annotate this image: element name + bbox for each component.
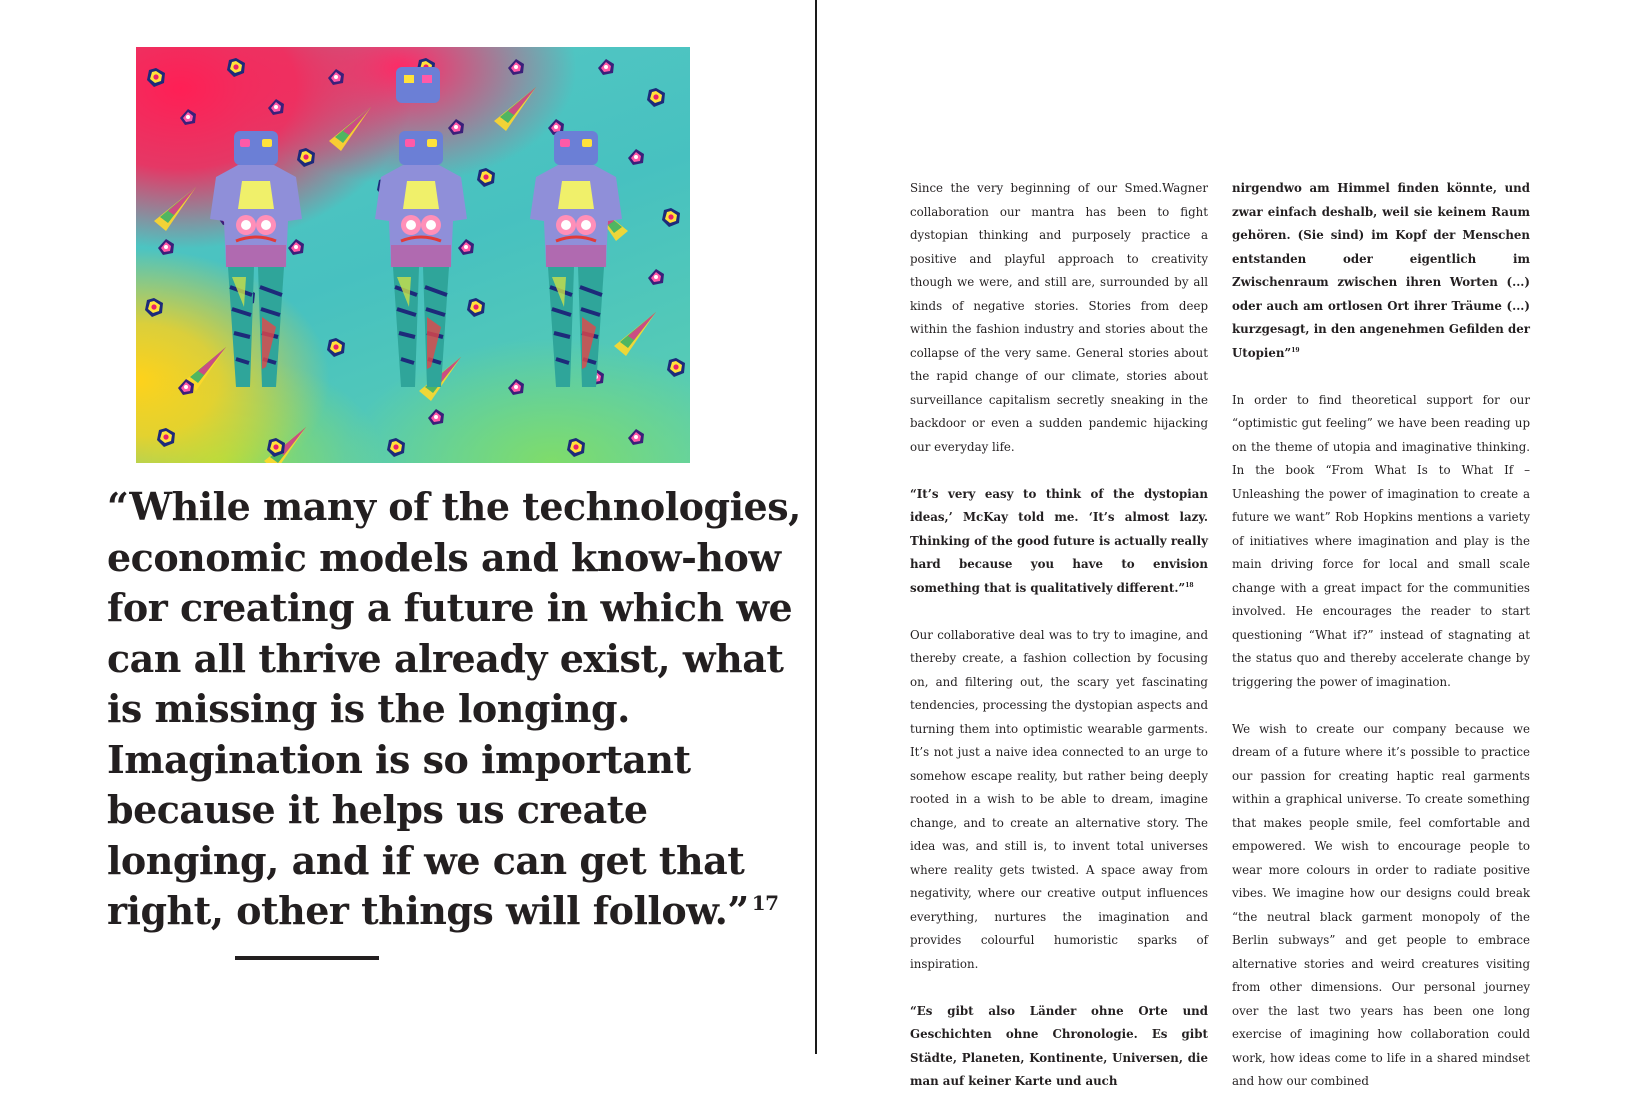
quote-mckay-text: “It’s very easy to think of the dystopian ideas,’ McKay told me. ‘It’s almost lazy. Thinking of the good future is actually really hard because you have to envision something that is qualitatively different.”	[910, 486, 1208, 595]
quote-german-end-text: nirgendwo am Himmel finden könnte, und zwar einfach deshalb, weil sie keinem Raum gehören. (Sie sind) im Kopf der Menschen entstanden oder eigentlich im Zwischenraum zwischen ihren Worten (...) oder auch am ortlosen Ort ihrer Träume (...) kurzgesagt, in den angenehmen Gefilden der Utopien”	[1232, 181, 1530, 360]
pull-quote-footnote: 17	[751, 891, 779, 915]
paragraph-company-wish: We wish to create our company because we dream of a future where it’s possible to practice our passion for creating haptic real garments within a graphical universe. To create something that makes people smile, feel comfortable and empowered. We wish to encourage people to wear more colours in order to radiate positive vibes. We imagine how our designs could break “the neutral black garment monopoly of the Berlin subways” and get people to embrace alternative stories and weird creatures visiting from other dimensions. Our personal journey over the last two years has been one long exercise of imagining how collaboration could work, how ideas come to life in a shared mindset and how our combined	[1232, 721, 1530, 1088]
fashion-collage-image	[136, 47, 690, 463]
pull-quote-text: “While many of the technologies, economic models and know-how for creating a future in which we can all thrive already exist, what is missing is the longing. Imagination is so important because it helps us create longing, and if we can get that right, other things will follow.”	[107, 484, 801, 933]
text-column-2	[1232, 177, 1530, 1117]
quote-german-start: “Es gibt also Länder ohne Orte und Geschichten ohne Chronologie. Es gibt Städte, Planeten, Kontinente, Universen, die man auf keiner Karte und auch	[910, 1003, 1208, 1088]
footnote-18: 18	[1185, 581, 1194, 589]
left-page	[0, 0, 815, 1054]
quote-divider-rule	[235, 956, 379, 960]
paragraph-theoretical-support: In order to find theoretical support for our “optimistic gut feeling” we have been reading up on the theme of utopia and imaginative thinking. In the book “From What Is to What If – Unleashing the power of imagination to create a future we want” Rob Hopkins mentions a variety of initiatives where imagination and play is the main driving force for local and small scale change with a great impact for the communities involved. He encourages the reader to start questioning “What if?” instead of stagnating at the status quo and thereby accelerate change by triggering the power of imagination.	[1232, 392, 1530, 689]
text-column-1	[910, 177, 1208, 1117]
pull-quote	[107, 482, 807, 937]
quote-mckay	[910, 483, 1208, 601]
collage-artwork	[136, 47, 690, 463]
footnote-19: 19	[1291, 346, 1300, 354]
quote-german-end	[1232, 177, 1530, 365]
paragraph-collaborative-deal: Our collaborative deal was to try to imagine, and thereby create, a fashion collection by focusing on, and filtering out, the scary yet fascinating tendencies, processing the dystopian aspects and turning them into optimistic wearable garments. It’s not just a naive idea connected to an urge to somehow escape reality, but rather being deeply rooted in a wish to be able to dream, imagine change, and to create an alternative story. The idea was, and still is, to invent total universes where reality gets twisted. A space away from negativity, where our creative output influences everything, nurtures the imagination and provides colourful humoristic sparks of inspiration.	[910, 627, 1208, 971]
right-page	[817, 0, 1630, 1088]
paragraph-intro: Since the very beginning of our Smed.Wagner collaboration our mantra has been to fight dystopian thinking and purposely practice a positive and playful approach to creativity though we were, and still are, surrounded by all kinds of negative stories. Stories from deep within the fashion industry and stories about the collapse of the very same. General stories about the rapid change of our climate, stories about surveillance capitalism secretly sneaking in the backdoor or even a sudden pandemic hijacking our everyday life.	[910, 181, 1208, 454]
